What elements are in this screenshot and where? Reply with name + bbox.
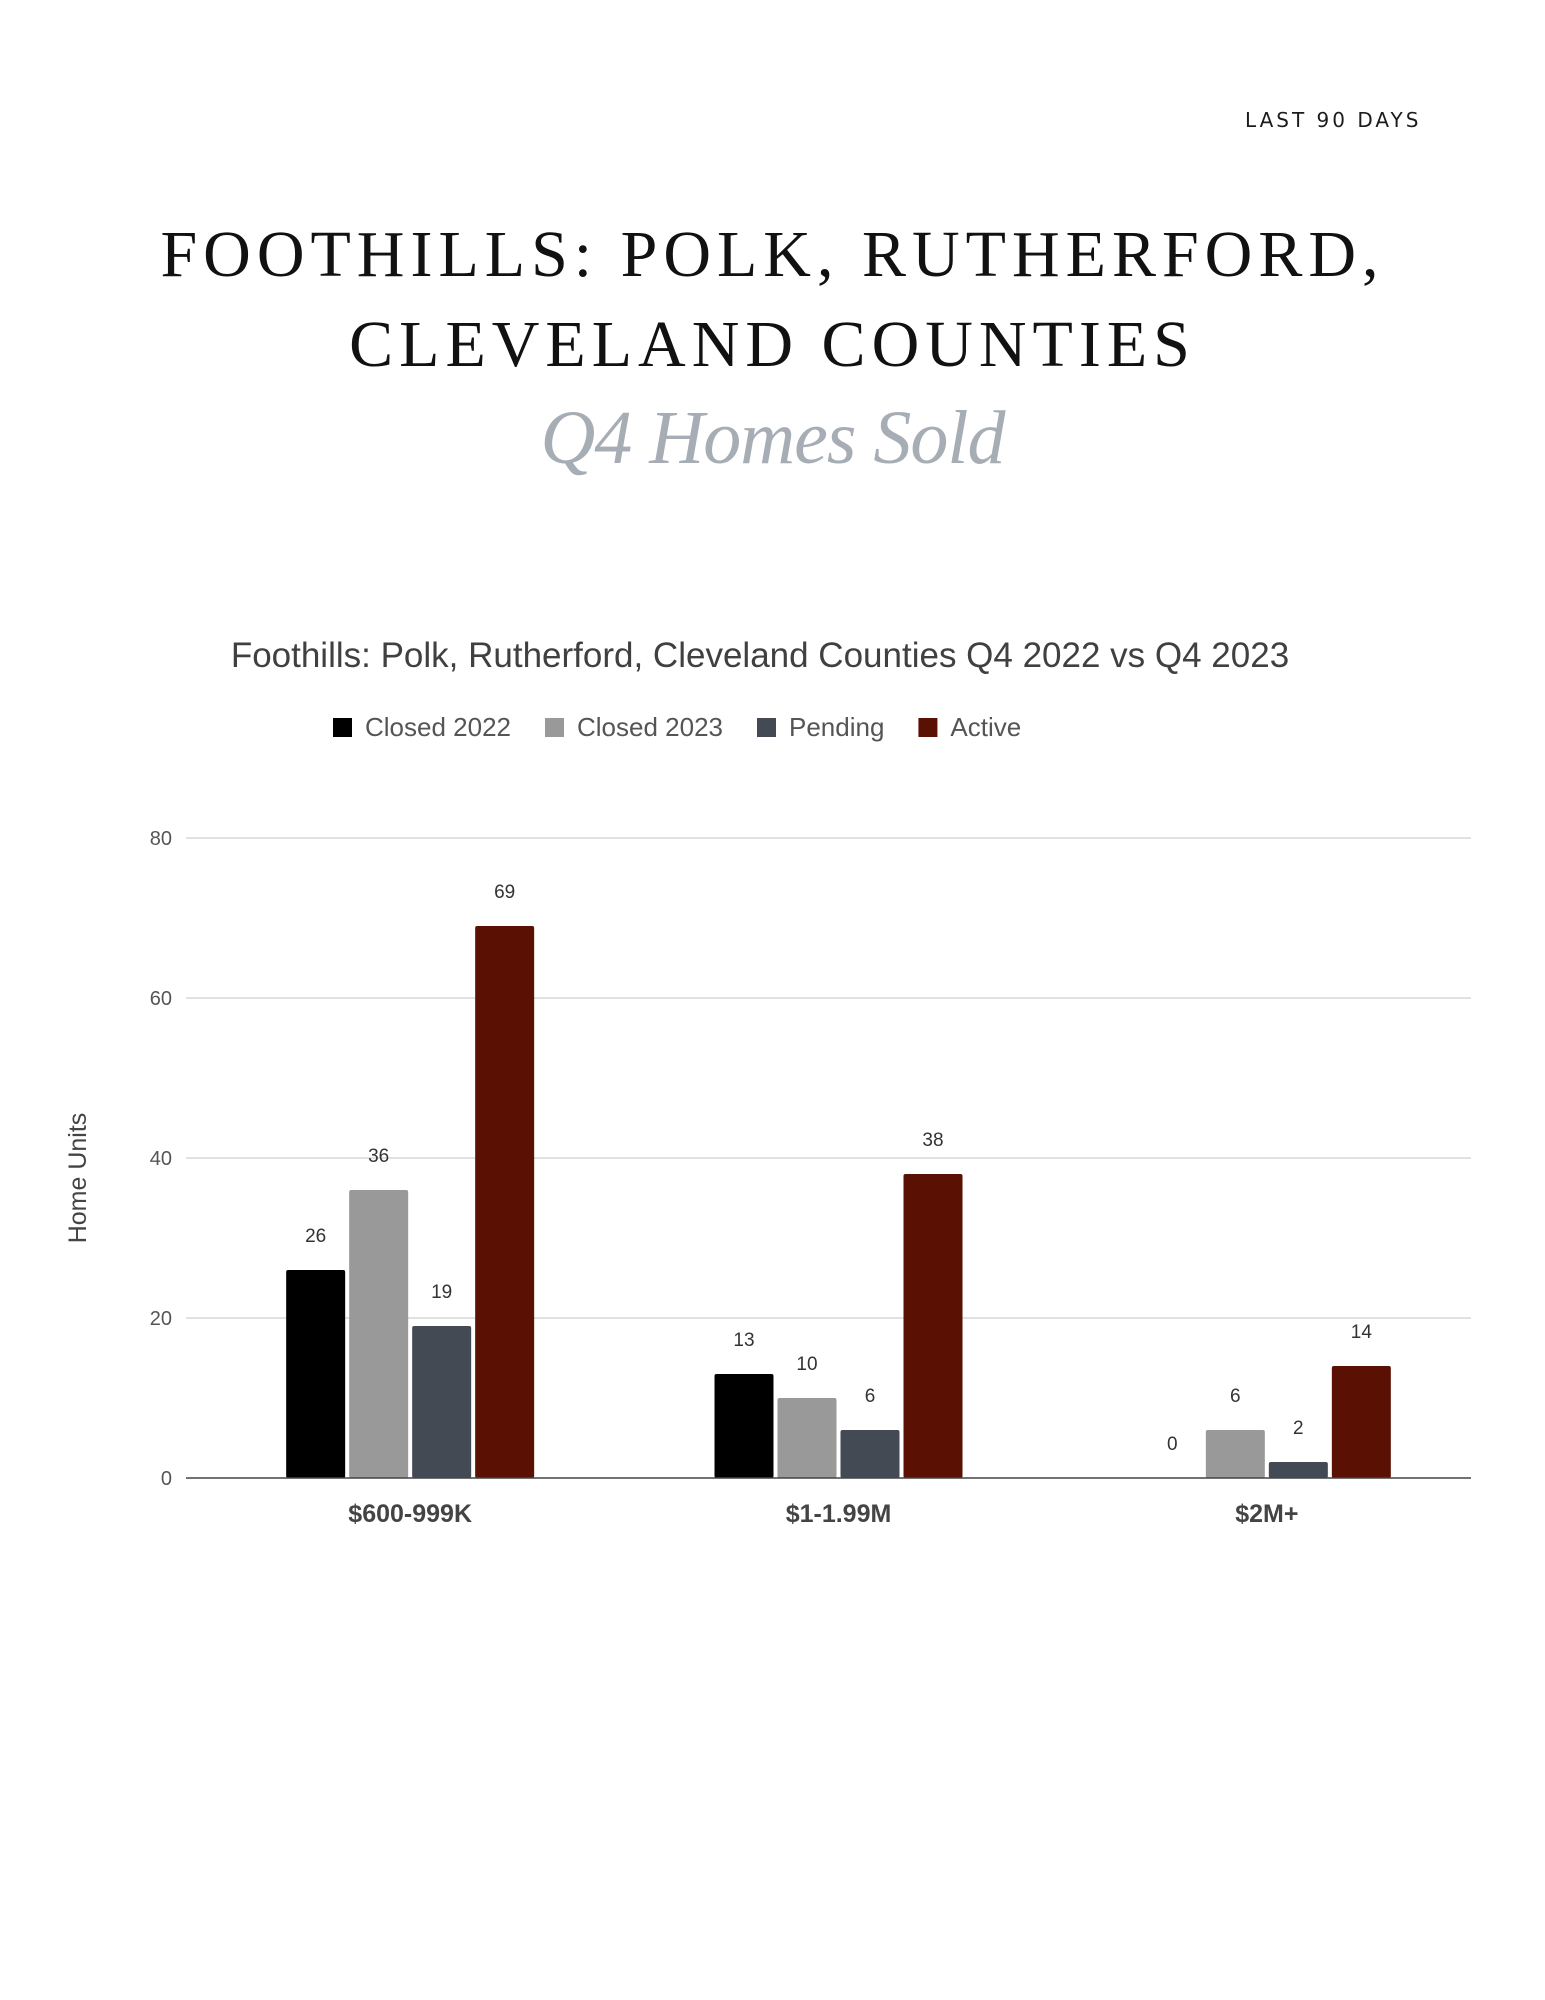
legend-item-pending [757, 712, 884, 742]
bar-pending-1-1-99m [841, 1430, 900, 1478]
legend-swatch [918, 718, 937, 737]
x-category-label: $2M+ [1235, 1500, 1299, 1528]
bar-pending-600-999k [412, 1326, 471, 1478]
data-label: 0 [1167, 1434, 1178, 1455]
bar-active-600-999k [475, 926, 534, 1478]
page-title-line-2: CLEVELAND COUNTIES [349, 308, 1196, 381]
y-axis-ticks [150, 828, 172, 1490]
legend-item-closed-2022 [333, 712, 511, 742]
x-axis-categories [348, 1500, 1298, 1528]
data-label: 69 [494, 882, 516, 903]
data-label: 6 [1230, 1386, 1241, 1407]
page-subtitle: Q4 Homes Sold [540, 396, 1005, 480]
legend-swatch [757, 718, 776, 737]
x-category-label: $600-999K [348, 1500, 473, 1528]
data-label: 2 [1293, 1418, 1304, 1439]
bar-closed-2023-600-999k [349, 1190, 408, 1478]
bar-closed-2023-1-1-99m [778, 1398, 837, 1478]
data-label: 6 [864, 1386, 876, 1407]
chart-legend [333, 712, 1021, 742]
legend-item-active [918, 712, 1021, 742]
bar-chart [40, 620, 1480, 1540]
y-tick-label: 40 [149, 1148, 172, 1170]
legend-item-closed-2023 [545, 712, 723, 742]
y-axis-label: Home Units [64, 1112, 92, 1244]
data-label: 14 [1350, 1322, 1372, 1343]
page-title [0, 210, 1545, 390]
y-tick-label: 60 [149, 988, 172, 1010]
chart-bars [286, 926, 1391, 1478]
legend-label: Pending [789, 712, 885, 742]
legend-swatch [333, 718, 352, 737]
y-tick-label: 20 [149, 1308, 172, 1330]
bar-closed-2022-600-999k [286, 1270, 345, 1478]
bar-pending-2m [1269, 1462, 1328, 1478]
bar-active-2m [1332, 1366, 1391, 1478]
data-label: 38 [922, 1130, 944, 1151]
x-category-label: $1-1.99M [785, 1500, 892, 1528]
legend-label: Closed 2023 [577, 712, 723, 742]
data-label: 26 [305, 1226, 327, 1247]
legend-swatch [545, 718, 564, 737]
data-label: 13 [733, 1330, 755, 1351]
data-label: 19 [431, 1282, 453, 1303]
y-tick-label: 0 [160, 1468, 172, 1490]
period-label: LAST 90 DAYS [1245, 108, 1422, 132]
bar-active-1-1-99m [904, 1174, 963, 1478]
legend-label: Closed 2022 [365, 712, 511, 742]
page-title-line-1: FOOTHILLS: POLK, RUTHERFORD, [160, 218, 1385, 291]
bar-closed-2022-1-1-99m [715, 1374, 774, 1478]
chart-title: Foothills: Polk, Rutherford, Cleveland Counties Q4 2022 vs Q4 2023 [230, 636, 1290, 675]
legend-label: Active [950, 712, 1022, 742]
data-label: 10 [796, 1354, 818, 1375]
y-tick-label: 80 [149, 828, 172, 850]
bar-closed-2023-2m [1206, 1430, 1265, 1478]
data-label: 36 [368, 1146, 390, 1167]
